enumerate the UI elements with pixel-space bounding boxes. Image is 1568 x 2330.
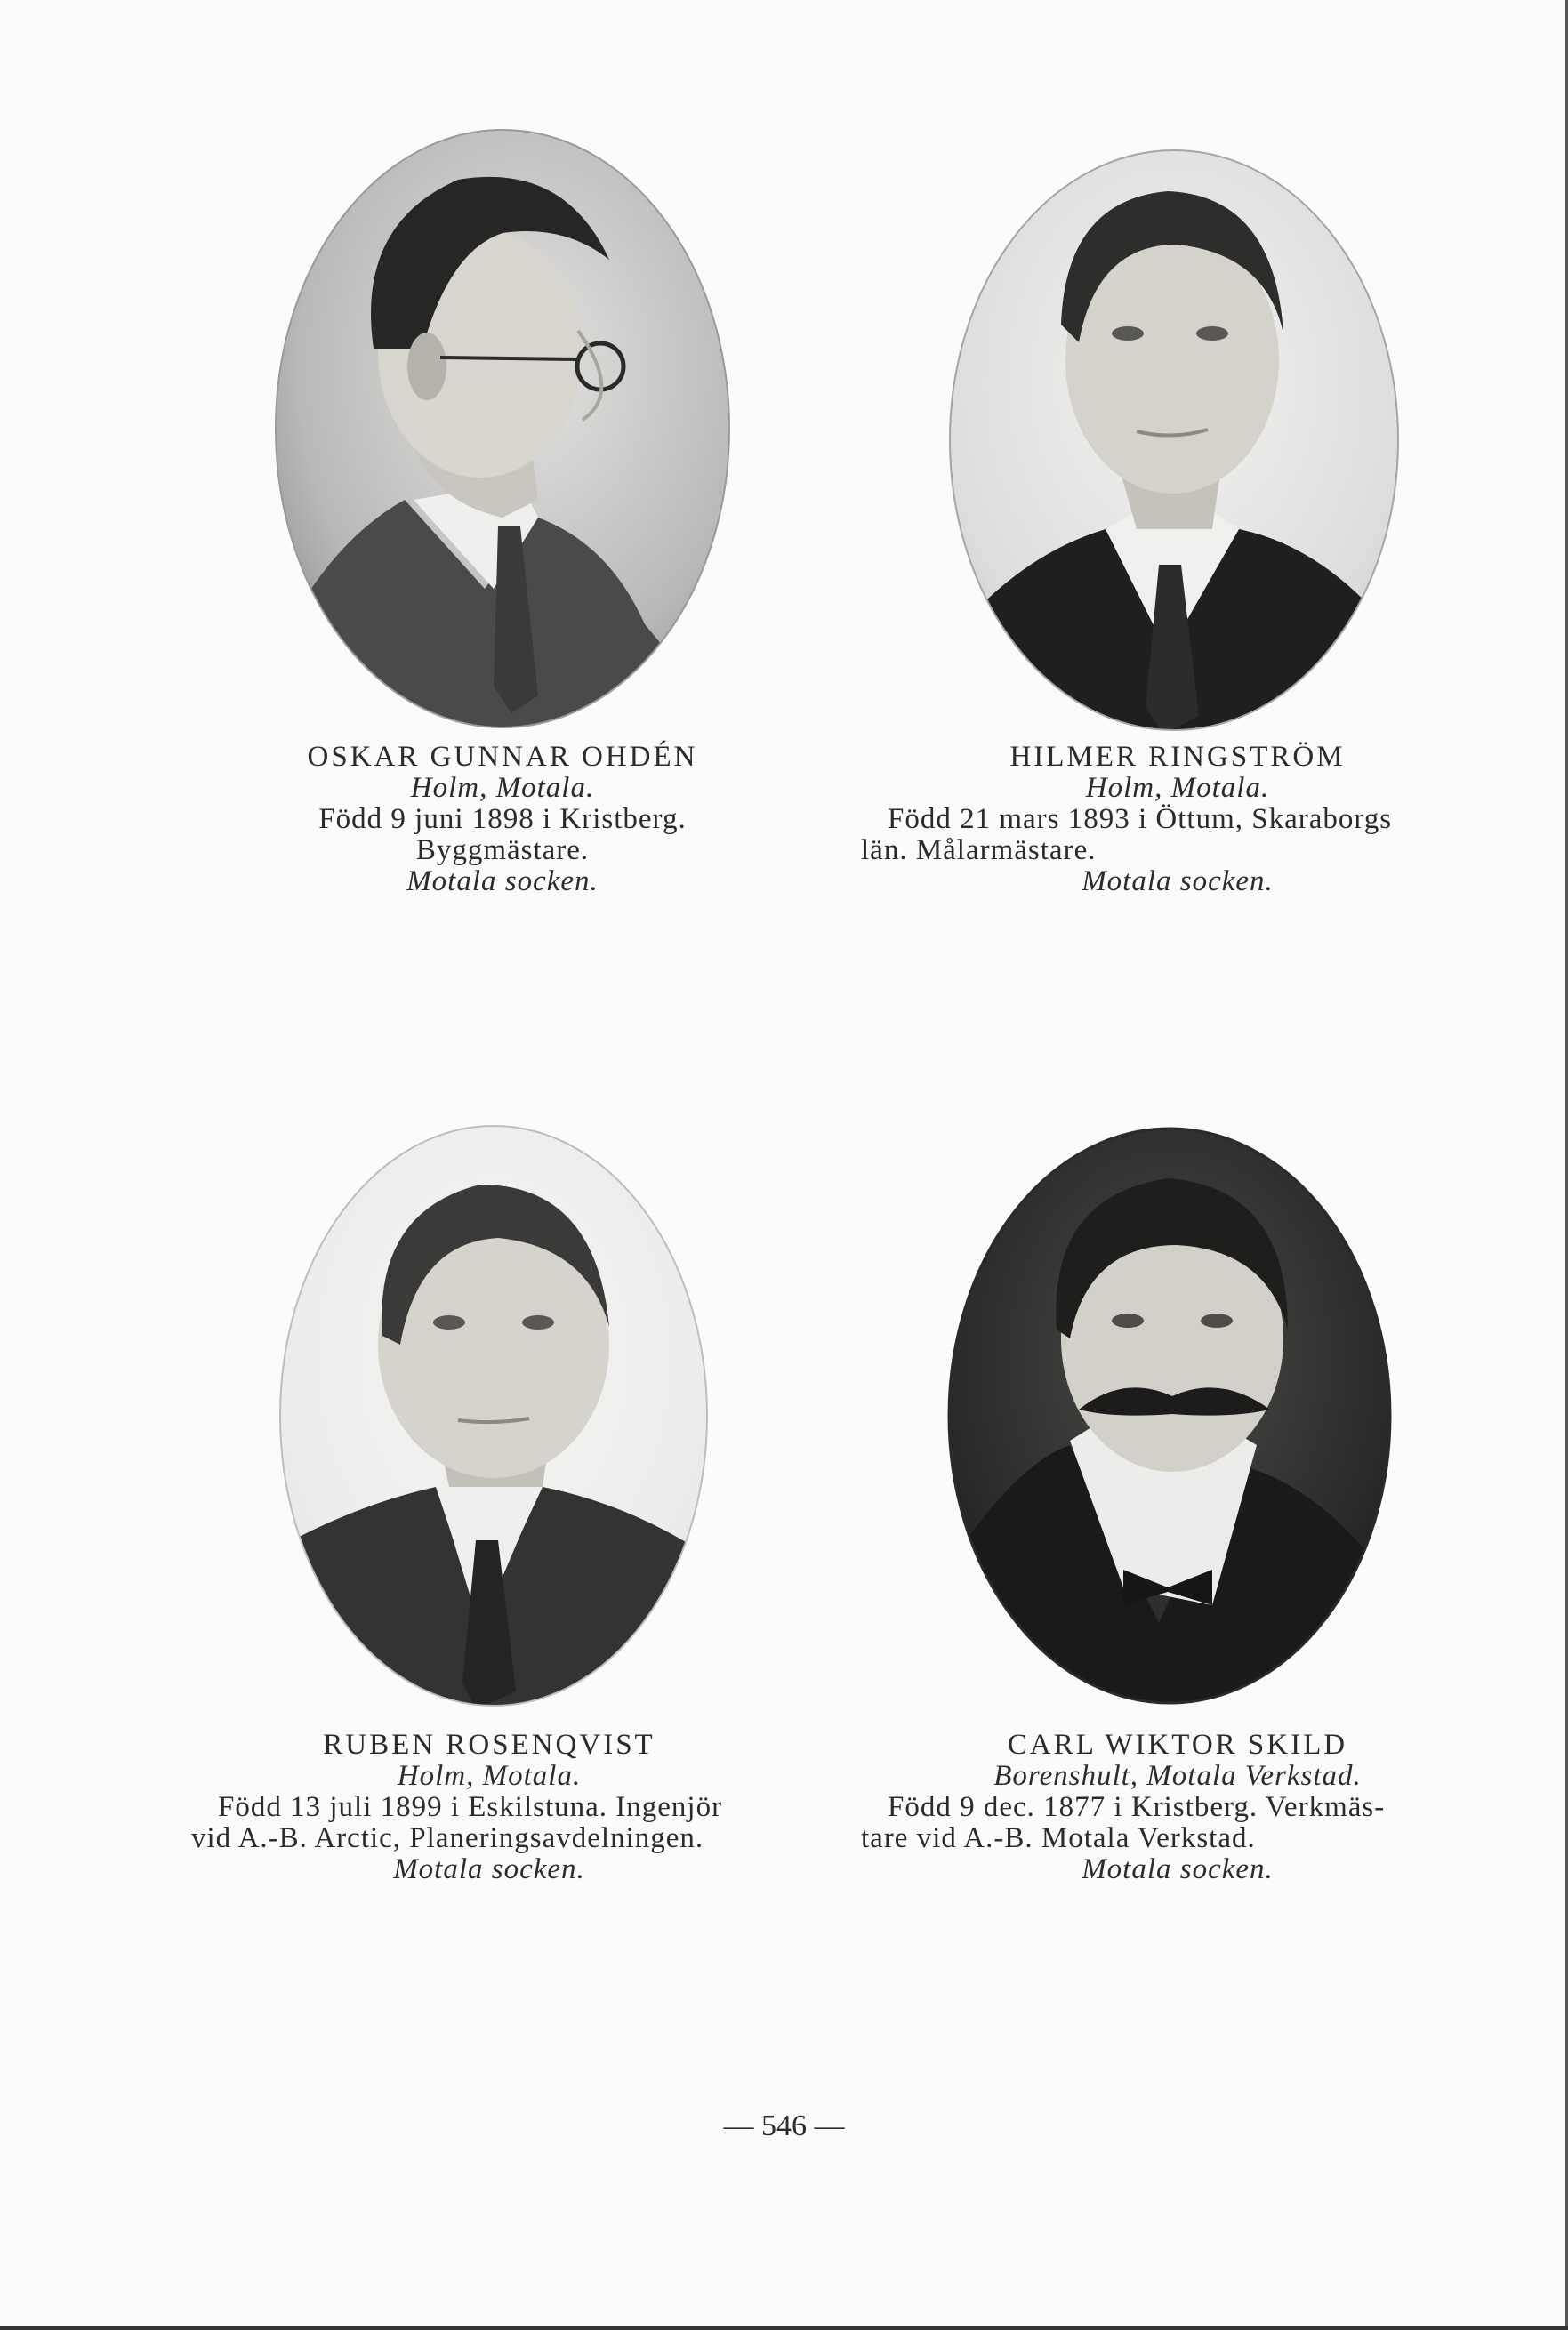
person-detail-line: tare vid A.-B. Motala Verkstad. <box>861 1822 1256 1854</box>
person-parish: Motala socken. <box>1082 1853 1274 1885</box>
caption-carl-wiktor-skild <box>861 1730 1494 1885</box>
person-place: Borenshult, Motala Verkstad. <box>993 1760 1362 1792</box>
person-parish: Motala socken. <box>1082 865 1274 897</box>
caption-oskar-gunnar-ohden <box>271 742 734 897</box>
person-place: Holm, Motala. <box>1085 772 1270 804</box>
person-place: Holm, Motala. <box>397 1760 582 1792</box>
page-edge-bottom <box>0 2326 1568 2330</box>
person-name: OSKAR GUNNAR OHDÉN <box>307 741 698 773</box>
person-place: Holm, Motala. <box>410 772 595 804</box>
person-detail-line: Byggmästare. <box>415 834 590 866</box>
person-name: RUBEN ROSENQVIST <box>323 1729 655 1761</box>
person-name: HILMER RINGSTRÖM <box>1009 741 1346 773</box>
person-detail-line: län. Målarmästare. <box>861 834 1097 866</box>
person-detail-line: Född 13 juli 1899 i Eskilstuna. Ingenjör <box>218 1791 723 1823</box>
person-detail-line: vid A.-B. Arctic, Planeringsavdelningen. <box>191 1822 704 1854</box>
portrait-oskar-gunnar-ohden <box>271 126 734 731</box>
person-name: CARL WIKTOR SKILD <box>1007 1729 1348 1761</box>
person-detail-line: Född 9 dec. 1877 i Kristberg. Verkmäs- <box>888 1791 1386 1823</box>
person-detail-line: Född 21 mars 1893 i Öttum, Skaraborgs <box>888 803 1393 835</box>
person-parish: Motala socken. <box>393 1853 585 1885</box>
portrait-hilmer-ringstrom <box>945 147 1403 734</box>
portrait-carl-wiktor-skild <box>945 1125 1395 1707</box>
person-parish: Motala socken. <box>406 865 599 897</box>
page-number: — 546 — <box>723 2109 845 2142</box>
person-detail-line: Född 9 juni 1898 i Kristberg. <box>318 803 687 835</box>
portrait-ruben-rosenqvist <box>276 1122 712 1709</box>
caption-hilmer-ringstrom <box>861 742 1494 897</box>
caption-ruben-rosenqvist <box>191 1730 787 1885</box>
